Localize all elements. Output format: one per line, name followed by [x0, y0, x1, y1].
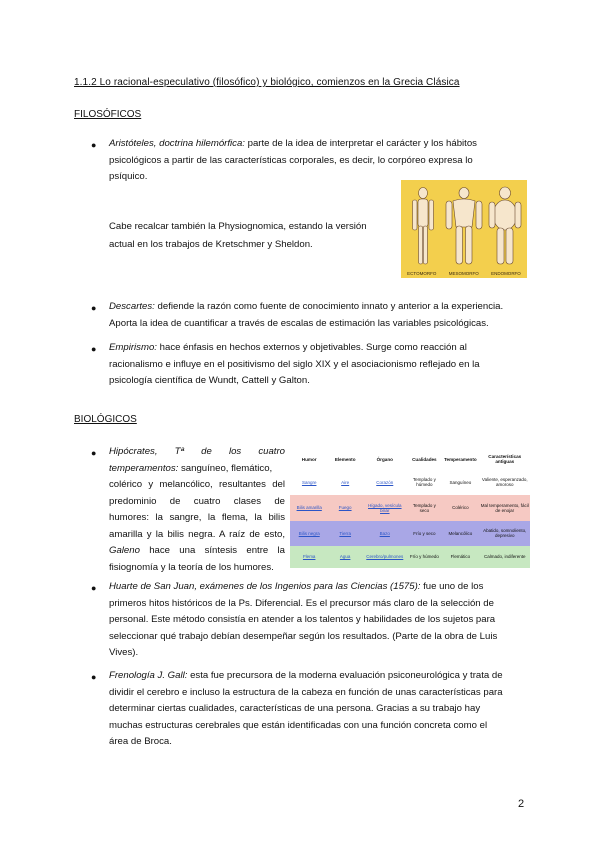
item-aristoteles-extra [109, 218, 399, 254]
line: defiende la razón como fuente de conocimiento innato y anterior a la experiencia. [157, 301, 504, 312]
item-huarte [109, 579, 527, 662]
ectomorph-figure [413, 188, 434, 265]
table-cell: Flemático [450, 554, 471, 560]
table-cell-link[interactable]: Tierra [339, 530, 351, 536]
table-row [290, 470, 530, 495]
line: racionalismo e influye en el positivismo del siglo XIX y el asociacionismo reflejado en la [109, 358, 480, 370]
section-heading-biologicos: BIOLÓGICOS [74, 414, 137, 425]
line: hace énfasis en hechos externos y objetivables. Surge como reacción al [159, 342, 467, 353]
line: colérico y melancólico, resultantes del [109, 479, 285, 490]
item-aristoteles [109, 136, 527, 186]
term-aristoteles: Aristóteles, doctrina hilemórfica: [109, 138, 245, 149]
page-number: 2 [518, 798, 525, 810]
line: amarilla y la bilis negra. A raíz de esto, [109, 528, 285, 540]
term-huarte: Huarte de San Juan, exámenes de los Ingenios para las Ciencias (1575): [109, 581, 421, 592]
bullet-icon: ● [91, 583, 97, 593]
line: dividir el cerebro e incluso la estructura de la cabeza en función de unas características para [109, 686, 503, 698]
table-header: Cualidades [408, 448, 442, 470]
table-cell-link[interactable]: Fuego [338, 505, 352, 511]
line: predominio de cuatro clases de [109, 495, 285, 507]
line: muchas estructuras cerebrales que están identificadas con una función concreta como el [109, 719, 488, 731]
line: actual en los trabajos de Kretschmer y Sheldon. [109, 239, 313, 250]
table-cell: Frío y seco [413, 530, 436, 536]
label-mesomorfo: MESOMORFO [448, 271, 479, 276]
line: hace una síntesis entre la [149, 545, 285, 556]
line: primeros hitos históricos de la Ps. Diferencial. Es el precursor más claro de la selección de [109, 597, 494, 609]
table-cell-link[interactable]: Hígado, vesícula biliar [368, 502, 402, 513]
table-cell-link[interactable]: Agua [339, 554, 351, 560]
line: personal. Este método consistía en atender a los talentos y habilidades de los sujetos para [109, 614, 496, 625]
line: área de Broca. [109, 736, 172, 747]
table-cell: Valiente, esperanzado, amoroso [481, 477, 528, 488]
line: humores: la sangre, la flema, la bilis [109, 512, 285, 523]
item-hipocrates [109, 444, 285, 576]
line: psicológicos a partir de las características corporales, es decir, lo corpóreo expresa lo [109, 154, 473, 166]
table-cell-link[interactable]: Bilis negra [298, 530, 320, 536]
bullet-icon: ● [91, 140, 97, 150]
line: esta fue precursora de la moderna evaluación psiconeurológica y trata de [190, 670, 503, 681]
table-cell-link[interactable]: Bazo [379, 530, 390, 536]
table-header: Temperamento [441, 448, 479, 470]
table-cell: Templado y húmedo [412, 477, 436, 488]
table-header: Órgano [362, 448, 408, 470]
table-header-row [290, 448, 530, 470]
bullet-icon: ● [91, 344, 97, 354]
line: parte de la idea de interpretar el carácter y los hábitos [247, 138, 477, 149]
table-row [290, 546, 530, 568]
line: Cabe recalcar también la Physiognomica, estando la versión [109, 221, 367, 232]
line: Vives). [109, 647, 139, 658]
endomorph-figure [489, 187, 521, 264]
table-header: Características antiguas [480, 448, 530, 470]
item-descartes [109, 299, 527, 332]
mesomorph-figure [446, 188, 482, 265]
body-types-figure [401, 180, 527, 278]
term-galeno: Galeno [109, 545, 140, 556]
body-types-illustration [401, 180, 527, 278]
table-cell: Abatido, somnoliento, depresivo [483, 528, 527, 539]
line: psíquico. [109, 171, 148, 182]
table-cell-link[interactable]: Aire [341, 479, 350, 485]
bullet-icon: ● [91, 303, 97, 313]
table-cell: Frío y húmedo [409, 554, 439, 560]
term-empirismo: Empirismo: [109, 342, 157, 353]
line: sanguíneo, flemático, [181, 462, 273, 474]
table-cell: Colérico [452, 505, 469, 511]
table-cell: Templado y seco [412, 502, 436, 513]
bullet-icon: ● [91, 672, 97, 682]
line: seleccionar qué trabajo debían desempeñar según los resultados. (Parte de la obra de Luis [109, 630, 498, 642]
table-cell-link[interactable]: Sangre [301, 479, 317, 485]
table-cell-link[interactable]: Corazón [376, 479, 394, 485]
term-hipocrates: Hipócrates, Tª de los cuatro [109, 446, 285, 457]
table-cell: Calmado, indiferente [484, 554, 526, 560]
line: Aporta la idea de cuantificar a través de escalas de estimación las variables psicológicas. [109, 317, 489, 329]
table-cell-link[interactable]: Flema [302, 554, 316, 560]
table-header: Elemento [328, 448, 362, 470]
table-cell-link[interactable]: Bilis amarilla [296, 505, 322, 511]
line: determinar ciertas cualidades, características de una persona. Gracias a su trabajo hay [109, 703, 481, 714]
table-cell-link[interactable]: Cerebro/pulmones [366, 554, 404, 560]
item-frenologia [109, 668, 527, 751]
line: psicología científica de Wundt, Cattell y Galton. [109, 375, 310, 386]
humors-table [290, 448, 530, 568]
table-row [290, 521, 530, 546]
label-ectomorfo: ECTOMORFO [407, 271, 437, 276]
bullet-icon: ● [91, 448, 97, 458]
term-descartes: Descartes: [109, 301, 155, 312]
line: fisiognomía y la teoría de los humores. [109, 561, 274, 573]
table-header: Humor [290, 448, 328, 470]
table-cell: Mal temperamento, fácil de enojar [480, 502, 529, 513]
term-temperamentos: temperamentos: [109, 462, 179, 474]
label-endomorfo: ENDOMORFO [491, 271, 521, 276]
term-frenologia: Frenología J. Gall: [109, 670, 188, 681]
table-cell: Melancólico [448, 530, 473, 536]
section-heading-filosoficos: FILOSÓFICOS [74, 109, 142, 120]
table-row [290, 495, 530, 522]
item-empirismo [109, 340, 527, 390]
section-title: 1.1.2 Lo racional-especulativo (filosófico) y biológico, comienzos en la Grecia Clásica [74, 77, 460, 88]
table-cell: Sanguíneo [449, 479, 472, 485]
line: fue uno de los [423, 581, 484, 592]
